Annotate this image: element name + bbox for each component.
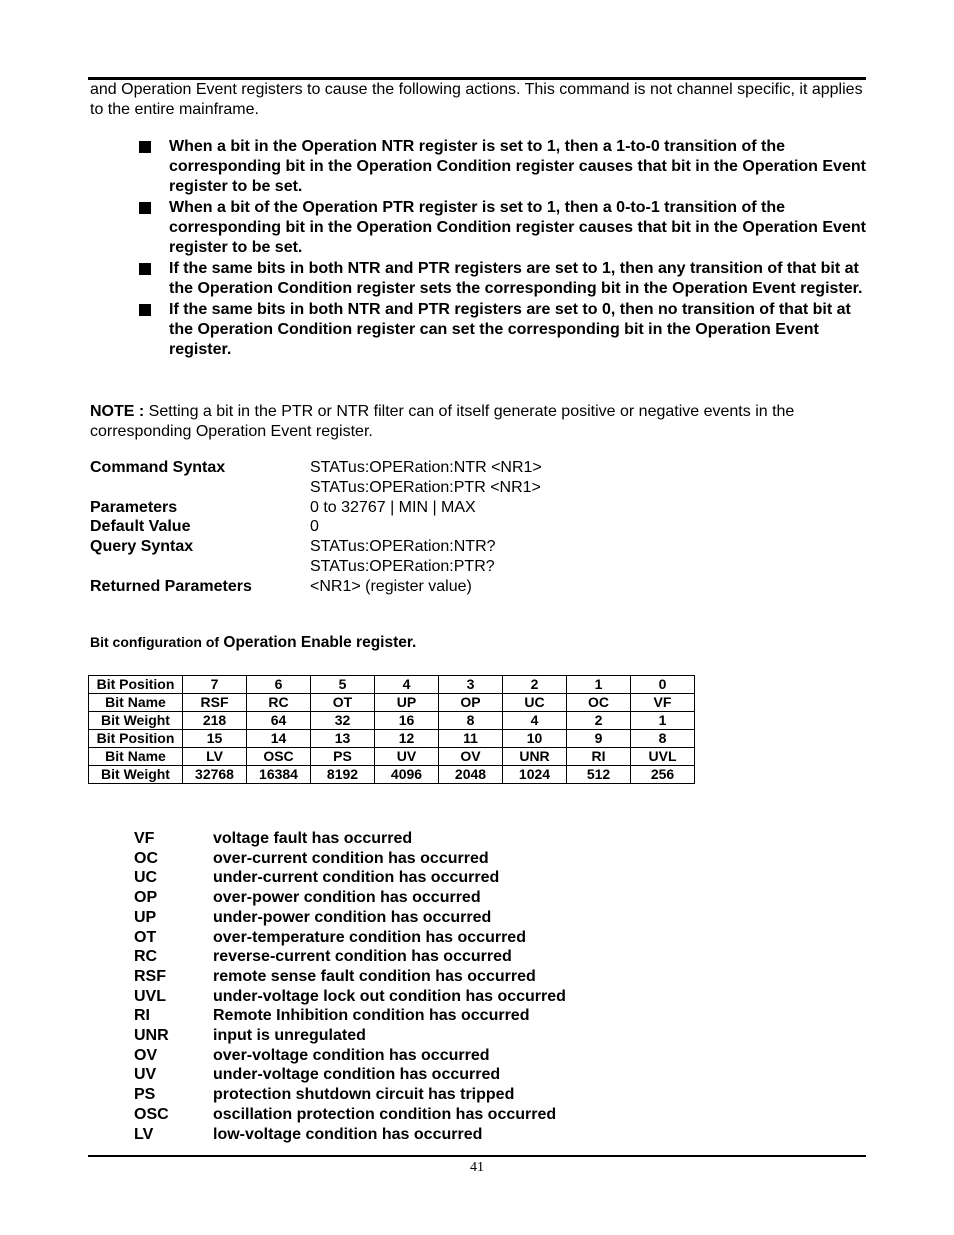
table-cell: 16384 [247, 766, 311, 784]
bullet-square-icon [139, 141, 151, 153]
table-row-header: Bit Weight [89, 766, 183, 784]
definition-row [134, 908, 566, 928]
bullet-item [137, 137, 867, 197]
definition-row [134, 1006, 566, 1026]
table-cell: OC [567, 694, 631, 712]
table-cell: RSF [183, 694, 247, 712]
query-syntax-value: STATus:OPERation:NTR? [310, 538, 496, 556]
table-cell: 1 [567, 676, 631, 694]
bullet-text: When a bit in the Operation NTR register is set to 1, then a 1-to-0 transition of the corresponding bit in the Operation Condition register causes that bit in the Operation Event register to be set. [169, 138, 866, 195]
definition-row [134, 967, 566, 987]
table-cell: 8 [631, 730, 695, 748]
note-paragraph [90, 402, 865, 442]
returned-parameters-value: <NR1> (register value) [310, 577, 472, 595]
table-cell: OT [311, 694, 375, 712]
definition-abbr: UVL [134, 987, 166, 1005]
table-cell: 4 [375, 676, 439, 694]
definition-abbr: VF [134, 830, 155, 847]
definition-abbr: OV [134, 1046, 158, 1064]
table-cell: 1024 [503, 766, 567, 784]
definition-text: input is unregulated [213, 1027, 366, 1045]
table-cell: UNR [503, 748, 567, 766]
table-cell: 15 [183, 730, 247, 748]
table-cell: UC [503, 694, 567, 712]
table-cell: 0 [631, 676, 695, 694]
page-number: 41 [470, 1160, 484, 1175]
bullet-item [137, 198, 867, 258]
table-row [89, 694, 695, 712]
definition-row [134, 928, 566, 948]
definition-text: over-temperature condition has occurred [213, 928, 526, 946]
table-cell: 4096 [375, 766, 439, 784]
table-cell: 10 [503, 730, 567, 748]
table-cell: 13 [311, 730, 375, 748]
bullet-square-icon [139, 263, 151, 275]
bit-config-title-large: Operation Enable register. [219, 634, 417, 651]
definition-text: under-voltage lock out condition has occurred [213, 987, 566, 1005]
definition-abbr: PS [134, 1086, 156, 1104]
definition-abbr: UNR [134, 1027, 169, 1045]
definition-text: protection shutdown circuit has tripped [213, 1086, 515, 1104]
default-value-label: Default Value [90, 518, 191, 536]
definition-row [134, 868, 566, 888]
definition-abbr: OSC [134, 1105, 169, 1123]
command-syntax-value: STATus:OPERation:NTR <NR1> [310, 459, 542, 476]
table-row-header: Bit Name [89, 694, 183, 712]
definition-row [134, 1125, 566, 1145]
query-syntax-value: STATus:OPERation:PTR? [310, 557, 495, 575]
note-text: Setting a bit in the PTR or NTR filter can of itself generate positive or negative events in the corresponding Operation Event register. [90, 403, 795, 440]
definition-abbr: RC [134, 948, 158, 966]
table-cell: 32 [311, 712, 375, 730]
table-cell: LV [183, 748, 247, 766]
definition-text: Remote Inhibition condition has occurred [213, 1007, 530, 1025]
table-cell: 1 [631, 712, 695, 730]
table-cell: 8192 [311, 766, 375, 784]
bullet-square-icon [139, 304, 151, 316]
table-row [89, 730, 695, 748]
table-cell: 2048 [439, 766, 503, 784]
table-cell: 64 [247, 712, 311, 730]
definition-abbr: OT [134, 928, 157, 946]
definition-row [134, 987, 566, 1007]
definition-text: under-power condition has occurred [213, 908, 492, 926]
bullet-square-icon [139, 202, 151, 214]
table-cell: 4 [503, 712, 567, 730]
definition-abbr: UC [134, 869, 158, 887]
parameters-label: Parameters [90, 498, 178, 516]
definition-row [134, 947, 566, 967]
definition-row [134, 849, 566, 869]
table-cell: 3 [439, 676, 503, 694]
table-cell: OV [439, 748, 503, 766]
table-cell: 256 [631, 766, 695, 784]
table-row [89, 766, 695, 784]
bullet-text: If the same bits in both NTR and PTR registers are set to 0, then no transition of that bit at the Operation Condition register can set the corresponding bit in the Operation Event register. [169, 301, 851, 358]
definition-text: under-current condition has occurred [213, 869, 500, 887]
note-label: NOTE : [90, 403, 145, 420]
definition-text: over-voltage condition has occurred [213, 1046, 490, 1064]
definition-row [134, 888, 566, 908]
table-cell: PS [311, 748, 375, 766]
definition-row [134, 1065, 566, 1085]
table-cell: 14 [247, 730, 311, 748]
definition-abbr: RSF [134, 967, 166, 985]
definition-text: remote sense fault condition has occurred [213, 967, 536, 985]
definition-text: voltage fault has occurred [213, 830, 413, 847]
table-cell: UVL [631, 748, 695, 766]
definition-abbr: LV [134, 1125, 154, 1143]
table-row [89, 676, 695, 694]
bit-config-title-small: Bit configuration of [90, 634, 220, 650]
command-syntax-label: Command Syntax [90, 459, 226, 476]
table-cell: VF [631, 694, 695, 712]
table-cell: 5 [311, 676, 375, 694]
command-spec [90, 458, 542, 597]
table-cell: UV [375, 748, 439, 766]
definition-text: over-current condition has occurred [213, 849, 489, 867]
query-syntax-label: Query Syntax [90, 538, 194, 556]
table-cell: 9 [567, 730, 631, 748]
definition-abbr: OC [134, 849, 158, 867]
table-row [89, 712, 695, 730]
table-cell: 2 [503, 676, 567, 694]
bullet-text: If the same bits in both NTR and PTR registers are set to 1, then any transition of that bit at the Operation Condition register sets the corresponding bit in the Operation Event register. [169, 260, 863, 297]
table-row-header: Bit Position [89, 730, 183, 748]
bit-config-title [90, 632, 416, 653]
abbreviation-definitions [134, 829, 566, 1144]
table-cell: 512 [567, 766, 631, 784]
table-cell: 7 [183, 676, 247, 694]
table-cell: UP [375, 694, 439, 712]
intro-paragraph: and Operation Event registers to cause the following actions. This command is not channel specific, it applies to the entire mainframe. [90, 81, 863, 118]
table-row-header: Bit Position [89, 676, 183, 694]
table-cell: 2 [567, 712, 631, 730]
bit-configuration-table [88, 675, 695, 784]
definition-text: reverse-current condition has occurred [213, 948, 512, 966]
definition-row [134, 1046, 566, 1066]
table-row [89, 748, 695, 766]
definition-abbr: RI [134, 1007, 150, 1025]
bullet-text: When a bit of the Operation PTR register is set to 1, then a 0-to-1 transition of the corresponding bit in the Operation Condition register causes that bit in the Operation Event register to be set. [169, 199, 866, 256]
bottom-divider [88, 1155, 866, 1157]
returned-parameters-label: Returned Parameters [90, 577, 252, 595]
bullet-item [137, 300, 867, 360]
table-cell: RI [567, 748, 631, 766]
table-cell: 8 [439, 712, 503, 730]
command-syntax-value: STATus:OPERation:PTR <NR1> [310, 478, 541, 496]
definition-row [134, 829, 566, 849]
definition-row [134, 1105, 566, 1125]
definition-text: under-voltage condition has occurred [213, 1066, 501, 1084]
bullet-list [137, 137, 867, 361]
table-cell: 16 [375, 712, 439, 730]
table-cell: 11 [439, 730, 503, 748]
definition-abbr: UV [134, 1066, 157, 1084]
definition-text: oscillation protection condition has occurred [213, 1105, 557, 1123]
table-row-header: Bit Weight [89, 712, 183, 730]
definition-row [134, 1085, 566, 1105]
bullet-item [137, 259, 867, 299]
table-cell: OP [439, 694, 503, 712]
parameters-value: 0 to 32767 | MIN | MAX [310, 498, 476, 516]
table-cell: 12 [375, 730, 439, 748]
definition-row [134, 1026, 566, 1046]
definition-abbr: OP [134, 889, 158, 907]
table-row-header: Bit Name [89, 748, 183, 766]
table-cell: 32768 [183, 766, 247, 784]
table-cell: 218 [183, 712, 247, 730]
table-cell: RC [247, 694, 311, 712]
table-cell: 6 [247, 676, 311, 694]
definition-text: low-voltage condition has occurred [213, 1125, 483, 1143]
default-value: 0 [310, 518, 319, 536]
table-cell: OSC [247, 748, 311, 766]
definition-abbr: UP [134, 908, 157, 926]
definition-text: over-power condition has occurred [213, 889, 481, 907]
